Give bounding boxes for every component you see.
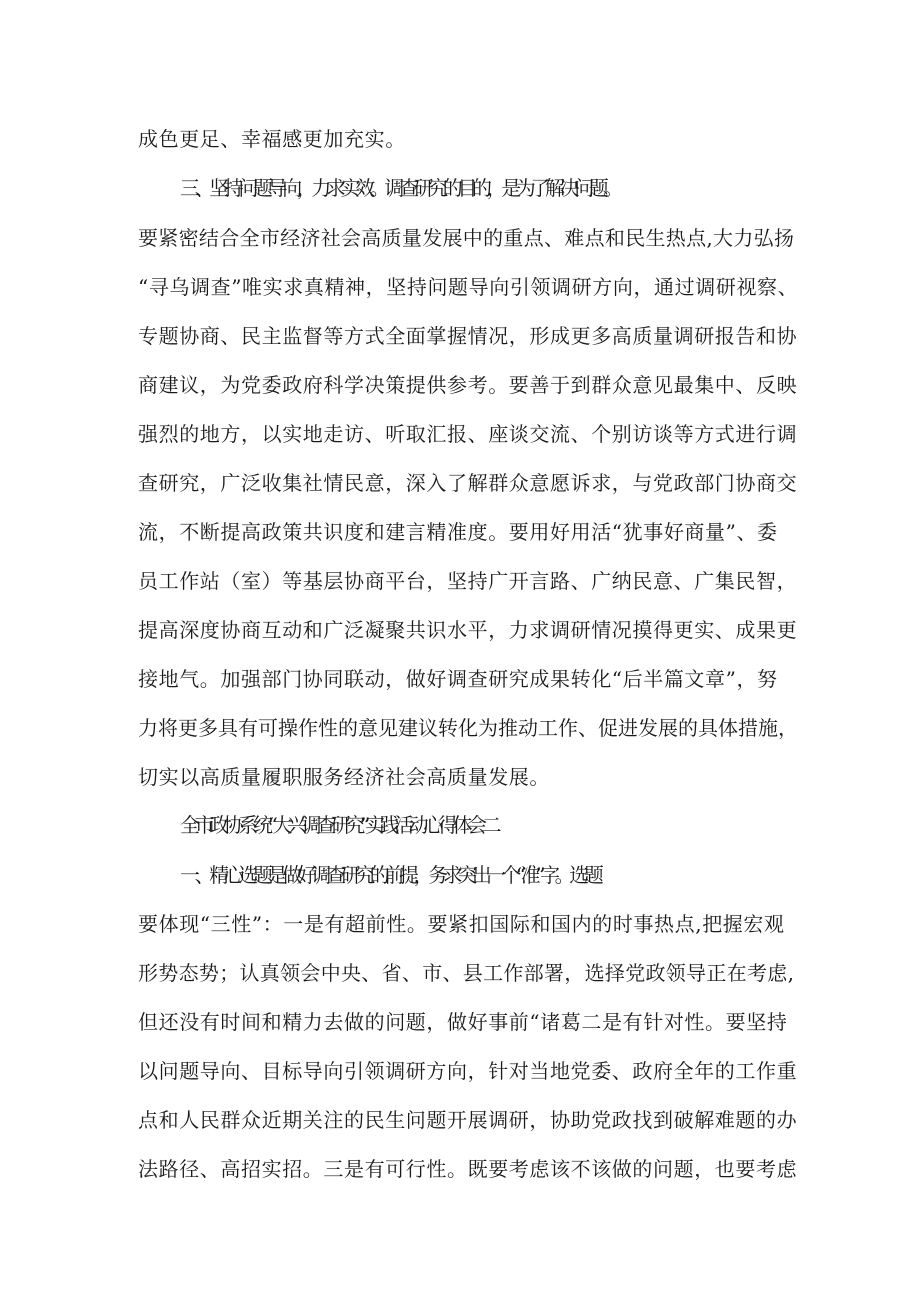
text-line: 以问题导向、目标导向引领调研方向，针对当地党委、政府全年的工作重: [138, 1059, 798, 1083]
text-line: 点和人民群众近期关注的民生问题开展调研，协助党政找到破解难题的办: [138, 1108, 798, 1132]
paragraph-start-line: 三、坚持问题导向，力求实效。调查研究的目的，是为了解决问题。: [180, 176, 618, 200]
text-line: 要体现“三性”：一是有超前性。要紧扣国际和国内的时事热点,把握宏观: [138, 912, 785, 936]
text-line: 切实以高质量履职服务经济社会高质量发展。: [138, 765, 550, 789]
text-line: “寻乌调查”唯实求真精神，坚持问题导向引领调研方向，通过调研视察、: [138, 275, 799, 299]
text-line: 强烈的地方，以实地走访、听取汇报、座谈交流、个别访谈等方式进行调: [138, 422, 798, 446]
text-line: 专题协商、民主监督等方式全面掌握情况，形成更多高质量调研报告和协: [138, 324, 798, 348]
text-line: 流，不断提高政策共识度和建言精准度。要用好用活“犹事好商量”、委: [138, 520, 778, 544]
text-line: 力将更多具有可操作性的意见建议转化为推动工作、促进发展的具体措施，: [138, 716, 798, 740]
text-line: 查研究，广泛收集社情民意，深入了解群众意愿诉求，与党政部门协商交: [138, 471, 798, 495]
text-line: 提高深度协商互动和广泛凝聚共识水平，力求调研情况摸得更实、成果更: [138, 618, 798, 642]
text-line: 形势态势；认真领会中央、省、市、县工作部署，选择党政领导正在考虑,: [138, 961, 795, 985]
text-line: 员工作站（室）等基层协商平台，坚持广开言路、广纳民意、广集民智，: [138, 569, 798, 593]
text-line: 接地气。加强部门协同联动，做好调查研究成果转化“后半篇文章”，努: [138, 667, 778, 691]
text-line: 要紧密结合全市经济社会高质量发展中的重点、难点和民生热点,大力弘扬: [138, 226, 795, 250]
text-line: 商建议，为党委政府科学决策提供参考。要善于到群众意见最集中、反映: [138, 373, 798, 397]
text-line: 但还没有时间和精力去做的问题，做好事前“诸葛二是有针对性。要坚持: [138, 1010, 788, 1034]
text-line: 成色更足、幸福感更加充实。: [138, 127, 406, 151]
text-line: 法路径、高招实招。三是有可行性。既要考虑该不该做的问题，也要考虑: [138, 1157, 798, 1181]
section-heading: 全市政协系统“大兴调查研究”实践活动心得体会二: [180, 813, 497, 837]
paragraph-start-line: 一、精心选题是做好调查研究的前提，务求突出一个“准”字。选题: [180, 863, 599, 887]
